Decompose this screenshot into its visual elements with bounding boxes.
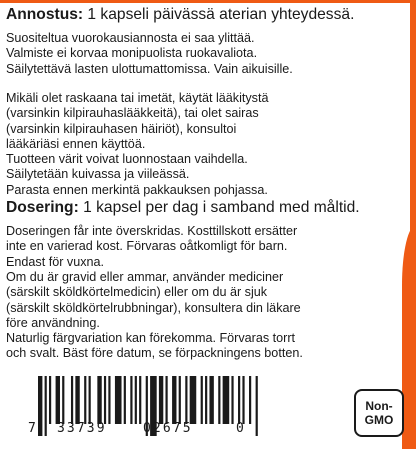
swedish-paragraph-1: [6, 224, 406, 270]
barcode-bar: [242, 376, 244, 424]
barcode-left-digits: 33739: [57, 421, 107, 436]
barcode-bar: [231, 376, 233, 424]
text-line: Säilytetään kuivassa ja viileässä.: [6, 167, 190, 182]
barcode-bar: [45, 376, 47, 436]
text-line: Valmiste ei korvaa monipuolista ruokavaliota.: [6, 46, 258, 61]
barcode-bar: [139, 376, 141, 424]
barcode-bar: [172, 376, 176, 424]
barcode-bar: [256, 376, 258, 436]
barcode-bar: [218, 376, 220, 424]
barcode-bar: [238, 376, 240, 424]
barcode-bar: [124, 376, 126, 424]
barcode-bar: [135, 376, 137, 424]
text-line: Mikäli olet raskaana tai imetät, käytät lääkitystä: [6, 91, 269, 105]
barcode-bar: [159, 376, 163, 424]
barcode-bar: [209, 376, 213, 424]
barcode-bar: [165, 376, 167, 424]
barcode-bar: [75, 376, 79, 424]
text-line: Om du är gravid eller ammar, använder mediciner: [6, 270, 284, 284]
barcode-bar: [205, 376, 207, 424]
text-line: (särskilt sköldkörtelrubbningar), konsultera din läkare: [6, 300, 301, 315]
non-gmo-line-2: GMO: [364, 413, 394, 427]
barcode-bar: [201, 376, 203, 424]
text-line: (varsinkin kilpirauhaslääkkeitä), tai olet sairas: [6, 106, 259, 121]
finnish-dosage-title: Annostus:: [6, 6, 84, 23]
barcode-bar: [84, 376, 86, 424]
barcode-bar: [104, 376, 106, 424]
top-accent-rule: [0, 0, 416, 3]
text-line: (särskilt sköldkörtelmedicin) eller om du är sjuk: [6, 285, 268, 300]
barcode-bar: [179, 376, 181, 424]
finnish-dosage-text: 1 kapseli päivässä aterian yhteydessä.: [83, 6, 355, 23]
barcode-bar: [190, 376, 197, 424]
swedish-paragraph-3: [6, 331, 406, 362]
finnish-paragraph-2: [6, 91, 406, 152]
finnish-paragraph-1: [6, 31, 406, 77]
text-line: Doseringen får inte överskridas. Kosttillskott ersätter: [6, 224, 298, 238]
swedish-dosage-text: 1 kapsel per dag i samband med måltid.: [78, 199, 360, 216]
barcode-right-digits: 02675: [143, 421, 193, 436]
barcode-bar: [49, 376, 51, 424]
text-line: och svalt. Bäst före datum, se förpackningens botten.: [6, 346, 303, 361]
barcode-bar: [71, 376, 73, 424]
barcode-bar: [89, 376, 91, 424]
text-line: Naturlig färgvariation kan förekomma. Förvaras torrt: [6, 331, 296, 345]
barcode-bar: [56, 376, 60, 424]
text-line: Tuotteen värit voivat luonnostaan vaihdella.: [6, 152, 248, 166]
text-line: före användning.: [6, 315, 100, 330]
barcode-bar: [223, 376, 230, 424]
text-line: lääkäriäsi ennen käyttöä.: [6, 136, 146, 151]
finnish-dosage-heading: [6, 6, 406, 24]
text-line: Suositeltua vuorokausiannosta ei saa ylittää.: [6, 31, 255, 45]
barcode-bar: [185, 376, 187, 424]
barcode-bar: [108, 376, 110, 424]
non-gmo-line-1: Non-: [365, 399, 393, 413]
barcode-bar: [62, 376, 64, 424]
swedish-dosage-heading: [6, 199, 406, 217]
barcode-check-digit: 0: [236, 421, 244, 436]
text-line: (varsinkin kilpirauhasen häiriöt), konsultoi: [6, 121, 237, 136]
finnish-paragraph-3: [6, 152, 406, 198]
text-line: Säilytettävä lasten ulottumattomissa. Vain aikuisille.: [6, 61, 293, 76]
barcode-bar: [130, 376, 132, 424]
swedish-paragraph-2: [6, 270, 406, 331]
barcode-bar: [38, 376, 42, 436]
text-line: inte en varierad kost. Förvaras oåtkomligt för barn.: [6, 239, 288, 254]
text-line: Endast för vuxna.: [6, 254, 105, 269]
text-line: Parasta ennen merkintä pakkauksen pohjassa.: [6, 182, 268, 197]
barcode-bar: [97, 376, 101, 424]
swedish-dosage-title: Dosering:: [6, 199, 79, 216]
barcode-bar: [249, 376, 251, 424]
non-gmo-badge: [354, 389, 404, 437]
barcode-bar: [115, 376, 122, 424]
barcode-first-digit: 7: [28, 421, 36, 436]
